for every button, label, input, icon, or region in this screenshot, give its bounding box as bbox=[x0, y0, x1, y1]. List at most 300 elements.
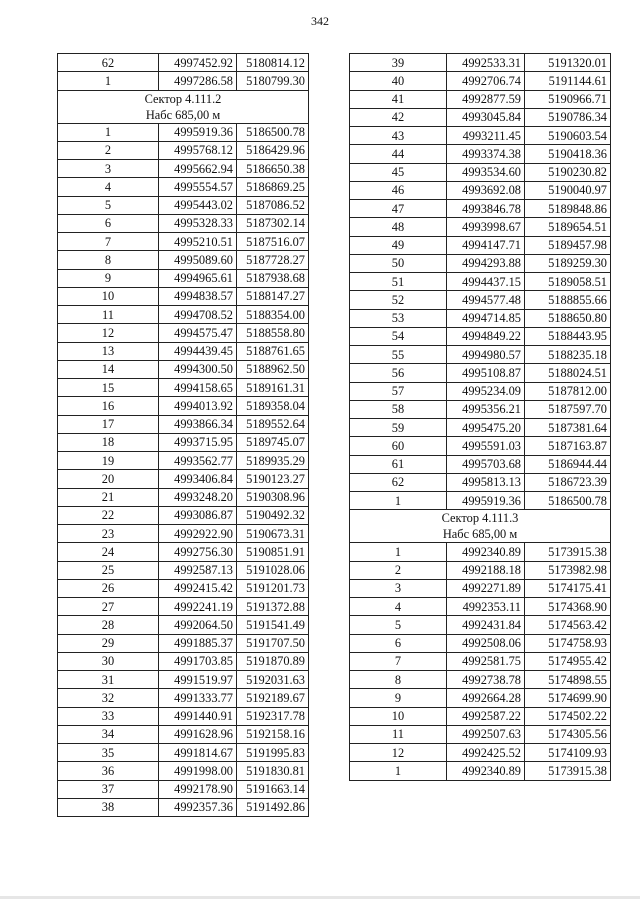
x-coordinate-cell: 4995443.02 bbox=[159, 196, 237, 214]
y-coordinate-cell: 5190040.97 bbox=[525, 181, 611, 199]
y-coordinate-cell: 5191663.14 bbox=[237, 780, 309, 798]
point-number-cell: 60 bbox=[350, 437, 447, 455]
table-row bbox=[350, 543, 611, 561]
table-row bbox=[350, 108, 611, 126]
table-row bbox=[58, 415, 309, 433]
y-coordinate-cell: 5186723.39 bbox=[525, 473, 611, 491]
y-coordinate-cell: 5192031.63 bbox=[237, 671, 309, 689]
y-coordinate-cell: 5189358.04 bbox=[237, 397, 309, 415]
x-coordinate-cell: 4991628.96 bbox=[159, 725, 237, 743]
y-coordinate-cell: 5191028.06 bbox=[237, 561, 309, 579]
point-number-cell: 17 bbox=[58, 415, 159, 433]
point-number-cell: 1 bbox=[58, 72, 159, 90]
y-coordinate-cell: 5173915.38 bbox=[525, 762, 611, 780]
point-number-cell: 20 bbox=[58, 470, 159, 488]
y-coordinate-cell: 5174699.90 bbox=[525, 689, 611, 707]
point-number-cell: 2 bbox=[58, 141, 159, 159]
y-coordinate-cell: 5190966.71 bbox=[525, 90, 611, 108]
table-row bbox=[350, 725, 611, 743]
table-row bbox=[58, 433, 309, 451]
x-coordinate-cell: 4995234.09 bbox=[447, 382, 525, 400]
point-number-cell: 5 bbox=[58, 196, 159, 214]
y-coordinate-cell: 5180814.12 bbox=[237, 54, 309, 72]
x-coordinate-cell: 4994849.22 bbox=[447, 327, 525, 345]
point-number-cell: 4 bbox=[58, 178, 159, 196]
y-coordinate-cell: 5189848.86 bbox=[525, 200, 611, 218]
point-number-cell: 35 bbox=[58, 744, 159, 762]
point-number-cell: 1 bbox=[350, 762, 447, 780]
x-coordinate-cell: 4992178.90 bbox=[159, 780, 237, 798]
x-coordinate-cell: 4992064.50 bbox=[159, 616, 237, 634]
x-coordinate-cell: 4994965.61 bbox=[159, 269, 237, 287]
table-row bbox=[58, 762, 309, 780]
x-coordinate-cell: 4995662.94 bbox=[159, 160, 237, 178]
x-coordinate-cell: 4993866.34 bbox=[159, 415, 237, 433]
table-row bbox=[350, 579, 611, 597]
point-number-cell: 3 bbox=[350, 579, 447, 597]
table-row bbox=[350, 744, 611, 762]
y-coordinate-cell: 5186944.44 bbox=[525, 455, 611, 473]
point-number-cell: 6 bbox=[350, 634, 447, 652]
table-row bbox=[350, 492, 611, 510]
x-coordinate-cell: 4991998.00 bbox=[159, 762, 237, 780]
x-coordinate-cell: 4992533.31 bbox=[447, 54, 525, 72]
y-coordinate-cell: 5174368.90 bbox=[525, 598, 611, 616]
table-row bbox=[350, 346, 611, 364]
point-number-cell: 1 bbox=[350, 492, 447, 510]
point-number-cell: 13 bbox=[58, 342, 159, 360]
point-number-cell: 22 bbox=[58, 506, 159, 524]
point-number-cell: 19 bbox=[58, 452, 159, 470]
y-coordinate-cell: 5187302.14 bbox=[237, 214, 309, 232]
x-coordinate-cell: 4995919.36 bbox=[159, 123, 237, 141]
table-row bbox=[58, 397, 309, 415]
point-number-cell: 40 bbox=[350, 72, 447, 90]
y-coordinate-cell: 5187728.27 bbox=[237, 251, 309, 269]
x-coordinate-cell: 4992587.13 bbox=[159, 561, 237, 579]
point-number-cell: 7 bbox=[58, 233, 159, 251]
point-number-cell: 42 bbox=[350, 108, 447, 126]
table-row bbox=[350, 561, 611, 579]
table-row bbox=[350, 327, 611, 345]
table-row bbox=[350, 437, 611, 455]
x-coordinate-cell: 4992415.42 bbox=[159, 579, 237, 597]
y-coordinate-cell: 5186650.38 bbox=[237, 160, 309, 178]
x-coordinate-cell: 4991885.37 bbox=[159, 634, 237, 652]
point-number-cell: 38 bbox=[58, 798, 159, 816]
table-row bbox=[350, 382, 611, 400]
y-coordinate-cell: 5187516.07 bbox=[237, 233, 309, 251]
y-coordinate-cell: 5174758.93 bbox=[525, 634, 611, 652]
point-number-cell: 51 bbox=[350, 273, 447, 291]
table-row bbox=[58, 287, 309, 305]
table-row bbox=[350, 163, 611, 181]
table-row bbox=[350, 291, 611, 309]
y-coordinate-cell: 5189058.51 bbox=[525, 273, 611, 291]
point-number-cell: 11 bbox=[58, 306, 159, 324]
x-coordinate-cell: 4992340.89 bbox=[447, 762, 525, 780]
y-coordinate-cell: 5187597.70 bbox=[525, 400, 611, 418]
table-row bbox=[350, 473, 611, 491]
x-coordinate-cell: 4993086.87 bbox=[159, 506, 237, 524]
y-coordinate-cell: 5187381.64 bbox=[525, 419, 611, 437]
point-number-cell: 53 bbox=[350, 309, 447, 327]
table-row bbox=[58, 725, 309, 743]
coordinates-table-right-body bbox=[350, 54, 611, 781]
point-number-cell: 45 bbox=[350, 163, 447, 181]
table-row bbox=[350, 90, 611, 108]
point-number-cell: 6 bbox=[58, 214, 159, 232]
y-coordinate-cell: 5174955.42 bbox=[525, 652, 611, 670]
y-coordinate-cell: 5173982.98 bbox=[525, 561, 611, 579]
point-number-cell: 28 bbox=[58, 616, 159, 634]
y-coordinate-cell: 5191144.61 bbox=[525, 72, 611, 90]
point-number-cell: 21 bbox=[58, 488, 159, 506]
y-coordinate-cell: 5192158.16 bbox=[237, 725, 309, 743]
x-coordinate-cell: 4993374.38 bbox=[447, 145, 525, 163]
point-number-cell: 8 bbox=[350, 671, 447, 689]
y-coordinate-cell: 5174175.41 bbox=[525, 579, 611, 597]
y-coordinate-cell: 5189457.98 bbox=[525, 236, 611, 254]
table-row bbox=[350, 598, 611, 616]
table-row bbox=[58, 360, 309, 378]
point-number-cell: 1 bbox=[350, 543, 447, 561]
x-coordinate-cell: 4991440.91 bbox=[159, 707, 237, 725]
table-row bbox=[58, 306, 309, 324]
table-row bbox=[58, 488, 309, 506]
point-number-cell: 56 bbox=[350, 364, 447, 382]
point-number-cell: 48 bbox=[350, 218, 447, 236]
table-row bbox=[350, 400, 611, 418]
table-row bbox=[58, 196, 309, 214]
sector-elevation: Набс 685,00 м bbox=[145, 107, 221, 122]
table-row bbox=[350, 236, 611, 254]
x-coordinate-cell: 4997286.58 bbox=[159, 72, 237, 90]
y-coordinate-cell: 5191995.83 bbox=[237, 744, 309, 762]
x-coordinate-cell: 4992756.30 bbox=[159, 543, 237, 561]
point-number-cell: 23 bbox=[58, 525, 159, 543]
table-row bbox=[350, 652, 611, 670]
table-row bbox=[58, 506, 309, 524]
x-coordinate-cell: 4992507.63 bbox=[447, 725, 525, 743]
x-coordinate-cell: 4993534.60 bbox=[447, 163, 525, 181]
y-coordinate-cell: 5191320.01 bbox=[525, 54, 611, 72]
table-row bbox=[350, 671, 611, 689]
sector-header-row bbox=[58, 90, 309, 123]
table-row bbox=[58, 233, 309, 251]
table-row bbox=[58, 689, 309, 707]
table-row bbox=[350, 200, 611, 218]
y-coordinate-cell: 5189259.30 bbox=[525, 254, 611, 272]
x-coordinate-cell: 4992706.74 bbox=[447, 72, 525, 90]
y-coordinate-cell: 5191870.89 bbox=[237, 652, 309, 670]
y-coordinate-cell: 5187938.68 bbox=[237, 269, 309, 287]
table-row bbox=[58, 616, 309, 634]
x-coordinate-cell: 4994714.85 bbox=[447, 309, 525, 327]
point-number-cell: 47 bbox=[350, 200, 447, 218]
table-row bbox=[58, 214, 309, 232]
y-coordinate-cell: 5188354.00 bbox=[237, 306, 309, 324]
x-coordinate-cell: 4992357.36 bbox=[159, 798, 237, 816]
x-coordinate-cell: 4995768.12 bbox=[159, 141, 237, 159]
x-coordinate-cell: 4994300.50 bbox=[159, 360, 237, 378]
table-row bbox=[58, 178, 309, 196]
y-coordinate-cell: 5191541.49 bbox=[237, 616, 309, 634]
point-number-cell: 29 bbox=[58, 634, 159, 652]
point-number-cell: 50 bbox=[350, 254, 447, 272]
table-row bbox=[350, 181, 611, 199]
table-row bbox=[350, 309, 611, 327]
table-row bbox=[58, 579, 309, 597]
x-coordinate-cell: 4992241.19 bbox=[159, 598, 237, 616]
table-row bbox=[58, 452, 309, 470]
x-coordinate-cell: 4993045.84 bbox=[447, 108, 525, 126]
y-coordinate-cell: 5190673.31 bbox=[237, 525, 309, 543]
point-number-cell: 25 bbox=[58, 561, 159, 579]
x-coordinate-cell: 4995475.20 bbox=[447, 419, 525, 437]
x-coordinate-cell: 4997452.92 bbox=[159, 54, 237, 72]
x-coordinate-cell: 4992188.18 bbox=[447, 561, 525, 579]
point-number-cell: 1 bbox=[58, 123, 159, 141]
y-coordinate-cell: 5174502.22 bbox=[525, 707, 611, 725]
point-number-cell: 41 bbox=[350, 90, 447, 108]
y-coordinate-cell: 5188558.80 bbox=[237, 324, 309, 342]
y-coordinate-cell: 5186500.78 bbox=[237, 123, 309, 141]
y-coordinate-cell: 5190603.54 bbox=[525, 127, 611, 145]
x-coordinate-cell: 4995591.03 bbox=[447, 437, 525, 455]
y-coordinate-cell: 5187086.52 bbox=[237, 196, 309, 214]
point-number-cell: 62 bbox=[350, 473, 447, 491]
table-row bbox=[350, 254, 611, 272]
coordinates-table-left-body bbox=[58, 54, 309, 817]
table-row bbox=[58, 251, 309, 269]
x-coordinate-cell: 4992738.78 bbox=[447, 671, 525, 689]
x-coordinate-cell: 4994293.88 bbox=[447, 254, 525, 272]
point-number-cell: 9 bbox=[58, 269, 159, 287]
point-number-cell: 36 bbox=[58, 762, 159, 780]
y-coordinate-cell: 5191707.50 bbox=[237, 634, 309, 652]
y-coordinate-cell: 5192317.78 bbox=[237, 707, 309, 725]
table-row bbox=[58, 123, 309, 141]
x-coordinate-cell: 4993846.78 bbox=[447, 200, 525, 218]
x-coordinate-cell: 4991333.77 bbox=[159, 689, 237, 707]
table-row bbox=[350, 455, 611, 473]
x-coordinate-cell: 4992664.28 bbox=[447, 689, 525, 707]
x-coordinate-cell: 4994577.48 bbox=[447, 291, 525, 309]
point-number-cell: 16 bbox=[58, 397, 159, 415]
table-row bbox=[58, 379, 309, 397]
y-coordinate-cell: 5191201.73 bbox=[237, 579, 309, 597]
y-coordinate-cell: 5188761.65 bbox=[237, 342, 309, 360]
point-number-cell: 43 bbox=[350, 127, 447, 145]
point-number-cell: 34 bbox=[58, 725, 159, 743]
y-coordinate-cell: 5188650.80 bbox=[525, 309, 611, 327]
table-row bbox=[350, 54, 611, 72]
x-coordinate-cell: 4994013.92 bbox=[159, 397, 237, 415]
y-coordinate-cell: 5174109.93 bbox=[525, 744, 611, 762]
x-coordinate-cell: 4994708.52 bbox=[159, 306, 237, 324]
y-coordinate-cell: 5190492.32 bbox=[237, 506, 309, 524]
point-number-cell: 30 bbox=[58, 652, 159, 670]
x-coordinate-cell: 4994437.15 bbox=[447, 273, 525, 291]
table-row bbox=[58, 342, 309, 360]
table-row bbox=[350, 762, 611, 780]
page-number: 342 bbox=[311, 14, 329, 28]
y-coordinate-cell: 5188147.27 bbox=[237, 287, 309, 305]
y-coordinate-cell: 5187163.87 bbox=[525, 437, 611, 455]
sector-header-cell bbox=[350, 510, 611, 543]
y-coordinate-cell: 5190418.36 bbox=[525, 145, 611, 163]
point-number-cell: 15 bbox=[58, 379, 159, 397]
y-coordinate-cell: 5186429.96 bbox=[237, 141, 309, 159]
y-coordinate-cell: 5188235.18 bbox=[525, 346, 611, 364]
y-coordinate-cell: 5191372.88 bbox=[237, 598, 309, 616]
x-coordinate-cell: 4992922.90 bbox=[159, 525, 237, 543]
x-coordinate-cell: 4991703.85 bbox=[159, 652, 237, 670]
table-row bbox=[58, 671, 309, 689]
x-coordinate-cell: 4994980.57 bbox=[447, 346, 525, 364]
y-coordinate-cell: 5188443.95 bbox=[525, 327, 611, 345]
y-coordinate-cell: 5186500.78 bbox=[525, 492, 611, 510]
x-coordinate-cell: 4992587.22 bbox=[447, 707, 525, 725]
x-coordinate-cell: 4992508.06 bbox=[447, 634, 525, 652]
y-coordinate-cell: 5189745.07 bbox=[237, 433, 309, 451]
y-coordinate-cell: 5189935.29 bbox=[237, 452, 309, 470]
table-row bbox=[350, 689, 611, 707]
point-number-cell: 10 bbox=[350, 707, 447, 725]
point-number-cell: 44 bbox=[350, 145, 447, 163]
x-coordinate-cell: 4992425.52 bbox=[447, 744, 525, 762]
y-coordinate-cell: 5190786.34 bbox=[525, 108, 611, 126]
x-coordinate-cell: 4993406.84 bbox=[159, 470, 237, 488]
sector-title: Сектор 4.111.2 bbox=[144, 91, 222, 106]
table-row bbox=[350, 273, 611, 291]
x-coordinate-cell: 4995356.21 bbox=[447, 400, 525, 418]
y-coordinate-cell: 5191492.86 bbox=[237, 798, 309, 816]
table-row bbox=[58, 652, 309, 670]
point-number-cell: 26 bbox=[58, 579, 159, 597]
x-coordinate-cell: 4991519.97 bbox=[159, 671, 237, 689]
x-coordinate-cell: 4995328.33 bbox=[159, 214, 237, 232]
y-coordinate-cell: 5180799.30 bbox=[237, 72, 309, 90]
y-coordinate-cell: 5186869.25 bbox=[237, 178, 309, 196]
point-number-cell: 3 bbox=[58, 160, 159, 178]
sector-header-row bbox=[350, 510, 611, 543]
x-coordinate-cell: 4992431.84 bbox=[447, 616, 525, 634]
table-row bbox=[58, 160, 309, 178]
point-number-cell: 11 bbox=[350, 725, 447, 743]
table-row bbox=[350, 145, 611, 163]
x-coordinate-cell: 4995210.51 bbox=[159, 233, 237, 251]
x-coordinate-cell: 4994158.65 bbox=[159, 379, 237, 397]
point-number-cell: 24 bbox=[58, 543, 159, 561]
table-row bbox=[58, 324, 309, 342]
table-row bbox=[58, 54, 309, 72]
sector-header-cell bbox=[58, 90, 309, 123]
table-row bbox=[58, 780, 309, 798]
table-row bbox=[58, 744, 309, 762]
point-number-cell: 18 bbox=[58, 433, 159, 451]
point-number-cell: 12 bbox=[58, 324, 159, 342]
table-row bbox=[350, 127, 611, 145]
y-coordinate-cell: 5188962.50 bbox=[237, 360, 309, 378]
point-number-cell: 52 bbox=[350, 291, 447, 309]
x-coordinate-cell: 4992271.89 bbox=[447, 579, 525, 597]
table-row bbox=[350, 616, 611, 634]
x-coordinate-cell: 4991814.67 bbox=[159, 744, 237, 762]
y-coordinate-cell: 5174563.42 bbox=[525, 616, 611, 634]
point-number-cell: 14 bbox=[58, 360, 159, 378]
point-number-cell: 12 bbox=[350, 744, 447, 762]
table-row bbox=[58, 634, 309, 652]
table-row bbox=[350, 364, 611, 382]
point-number-cell: 4 bbox=[350, 598, 447, 616]
y-coordinate-cell: 5192189.67 bbox=[237, 689, 309, 707]
table-row bbox=[58, 141, 309, 159]
x-coordinate-cell: 4994575.47 bbox=[159, 324, 237, 342]
x-coordinate-cell: 4994838.57 bbox=[159, 287, 237, 305]
point-number-cell: 46 bbox=[350, 181, 447, 199]
point-number-cell: 32 bbox=[58, 689, 159, 707]
y-coordinate-cell: 5188024.51 bbox=[525, 364, 611, 382]
y-coordinate-cell: 5173915.38 bbox=[525, 543, 611, 561]
point-number-cell: 2 bbox=[350, 561, 447, 579]
x-coordinate-cell: 4995919.36 bbox=[447, 492, 525, 510]
sector-title: Сектор 4.111.3 bbox=[441, 511, 519, 526]
y-coordinate-cell: 5174898.55 bbox=[525, 671, 611, 689]
point-number-cell: 5 bbox=[350, 616, 447, 634]
point-number-cell: 27 bbox=[58, 598, 159, 616]
y-coordinate-cell: 5190123.27 bbox=[237, 470, 309, 488]
point-number-cell: 57 bbox=[350, 382, 447, 400]
point-number-cell: 33 bbox=[58, 707, 159, 725]
y-coordinate-cell: 5187812.00 bbox=[525, 382, 611, 400]
x-coordinate-cell: 4995089.60 bbox=[159, 251, 237, 269]
x-coordinate-cell: 4992877.59 bbox=[447, 90, 525, 108]
table-row bbox=[58, 269, 309, 287]
y-coordinate-cell: 5191830.81 bbox=[237, 762, 309, 780]
table-row bbox=[58, 470, 309, 488]
x-coordinate-cell: 4994439.45 bbox=[159, 342, 237, 360]
point-number-cell: 37 bbox=[58, 780, 159, 798]
table-row bbox=[58, 798, 309, 816]
coordinates-table-right bbox=[349, 53, 611, 781]
point-number-cell: 7 bbox=[350, 652, 447, 670]
point-number-cell: 31 bbox=[58, 671, 159, 689]
point-number-cell: 55 bbox=[350, 346, 447, 364]
point-number-cell: 59 bbox=[350, 419, 447, 437]
table-row bbox=[58, 543, 309, 561]
table-row bbox=[350, 72, 611, 90]
x-coordinate-cell: 4992340.89 bbox=[447, 543, 525, 561]
point-number-cell: 39 bbox=[350, 54, 447, 72]
x-coordinate-cell: 4993211.45 bbox=[447, 127, 525, 145]
x-coordinate-cell: 4992581.75 bbox=[447, 652, 525, 670]
y-coordinate-cell: 5190230.82 bbox=[525, 163, 611, 181]
x-coordinate-cell: 4992353.11 bbox=[447, 598, 525, 616]
y-coordinate-cell: 5190308.96 bbox=[237, 488, 309, 506]
x-coordinate-cell: 4993692.08 bbox=[447, 181, 525, 199]
y-coordinate-cell: 5190851.91 bbox=[237, 543, 309, 561]
table-row bbox=[350, 419, 611, 437]
table-row bbox=[58, 525, 309, 543]
point-number-cell: 8 bbox=[58, 251, 159, 269]
table-row bbox=[350, 218, 611, 236]
coordinates-table-left bbox=[57, 53, 309, 817]
y-coordinate-cell: 5188855.66 bbox=[525, 291, 611, 309]
table-row bbox=[350, 634, 611, 652]
table-row bbox=[58, 707, 309, 725]
